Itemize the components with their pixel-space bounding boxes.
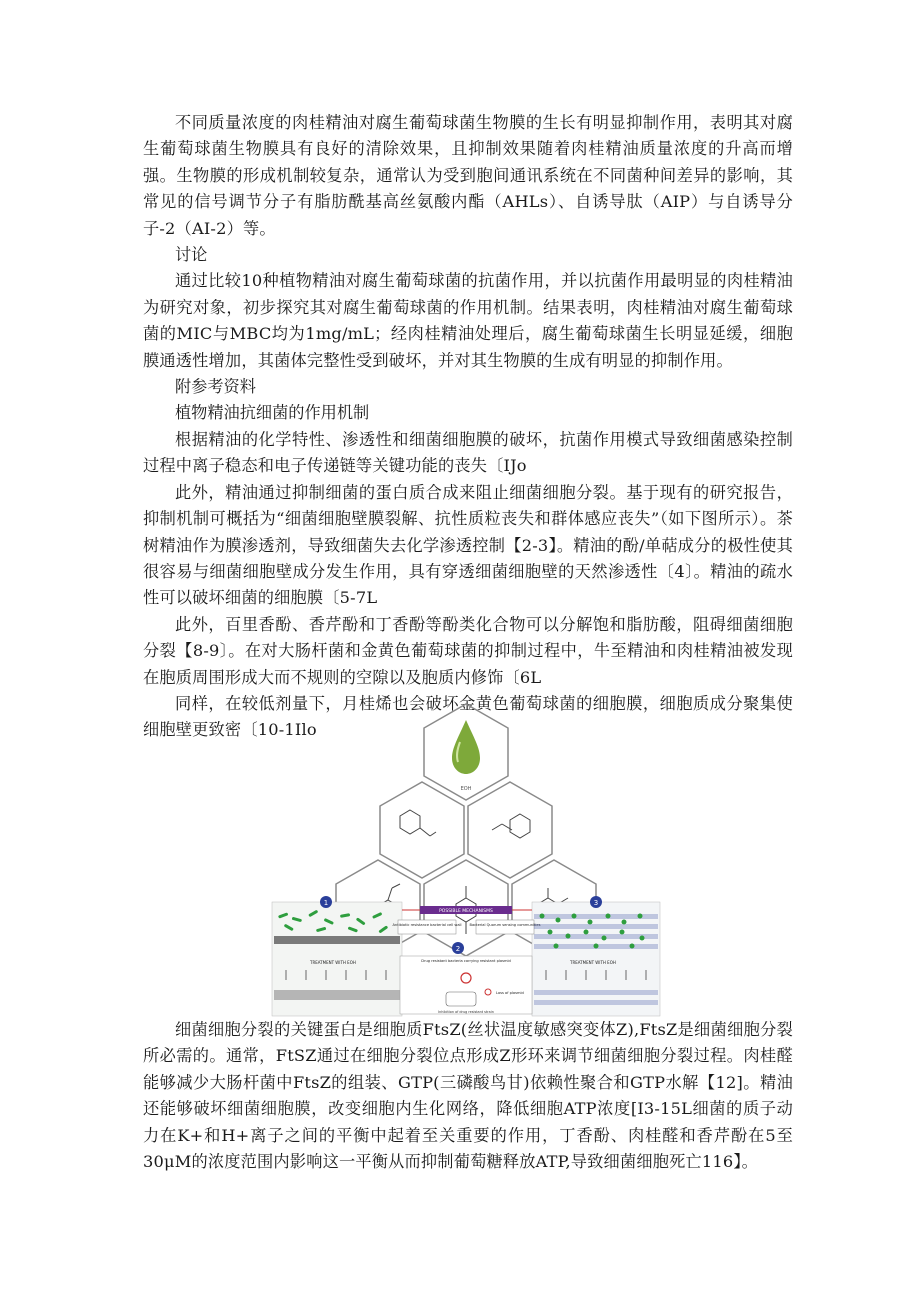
svg-text:Loss of plasmid: Loss of plasmid <box>496 991 524 995</box>
svg-text:2: 2 <box>455 945 461 953</box>
paragraph: 此外，百里香酚、香芹酚和丁香酚等酚类化合物可以分解饱和脂肪酸，阻碍细菌细胞分裂【8-9〕。在对大肠杆菌和金黄色葡萄球菌的抑制过程中，牛至精油和肉桂精油被发现在胞质周围形成大而不规则的空隙以及胞质内修饰〔6L <box>143 614 793 687</box>
svg-text:Antibiotic resistance bacteria: Antibiotic resistance bacterial cell wall <box>392 923 462 927</box>
svg-text:1: 1 <box>323 899 329 907</box>
paragraph: 根据精油的化学特性、渗透性和细菌细胞膜的破坏，抗菌作用模式导致细菌感染控制过程中离子稳态和电子传递链等关键功能的丧失〔IJo <box>143 429 793 476</box>
paragraph: 此外，精油通过抑制细菌的蛋白质合成来阻止细菌细胞分裂。基于现有的研究报告，抑制机制可概括为“细菌细胞壁膜裂解、抗性质粒丧失和群体感应丧失”（如下图所示）。茶树精油作为膜渗透剂，导致细菌失去化学渗透控制【2-3】。精油的酚/单萜成分的极性使其很容易与细菌细胞壁成分发生作用，具有穿透细菌细胞壁的天然渗透性〔4〕。精油的疏水性可以破坏细菌的细胞膜〔5-7L <box>143 482 793 608</box>
paragraph: 细菌细胞分裂的关键蛋白是细胞质FtsZ(丝状温度敏感突变体Z),FtsZ是细菌细胞分裂所必需的。通常，FtSZ通过在细胞分裂位点形成Z形环来调节细菌细胞分裂过程。肉桂醛能够减少大肠杆菌中FtsZ的组装、GTP(三磷酸鸟甘)依赖性聚合和GTP水解【12]。精油还能够破坏细菌细胞膜，改变细胞内生化网络，降低细胞ATP浓度[I3-15L细菌的质子动力在K+和H+离子之间的平衡中起着至关重要的作用，丁香酚、肉桂醛和香芹酚在5至30μM的浓度范围内影响这一平衡从而抑制葡萄糖释放ATP,导致细菌细胞死亡116】。 <box>143 1020 793 1172</box>
body-text-top <box>143 110 793 744</box>
svg-text:TREATMENT WITH EOH: TREATMENT WITH EOH <box>310 960 356 965</box>
paragraph: 同样，在较低剂量下，月桂烯也会破坏金黄色葡萄球菌的细胞膜，细胞质成分聚集使细胞壁更致密〔10-1Ilo <box>143 693 793 740</box>
section-heading-references: 附参考资料 <box>175 377 256 397</box>
section-heading-mechanism: 植物精油抗细菌的作用机制 <box>175 403 370 423</box>
paragraph: 不同质量浓度的肉桂精油对腐生葡萄球菌生物膜的生长有明显抑制作用，表明其对腐生葡萄球菌生物膜具有良好的清除效果，且抑制效果随着肉桂精油质量浓度的升高而增强。生物膜的形成机制较复杂，通常认为受到胞间通讯系统在不同菌种间差异的影响，其常见的信号调节分子有脂肪酰基高丝氨酸内酯（AHLs）、自诱导肽（AIP）与自诱导分子-2（AI-2）等。 <box>143 113 793 238</box>
oil-drop-icon <box>452 720 480 774</box>
body-text-bottom <box>143 1017 793 1175</box>
cell-wall-band <box>274 936 400 944</box>
svg-text:Inhibition of drug resistant s: Inhibition of drug resistant strain <box>438 1010 494 1014</box>
mechanism-figure <box>270 702 662 1018</box>
mechanism-diagram <box>270 702 662 1018</box>
eoh-label: EOH <box>460 786 472 792</box>
section-heading-discussion: 讨论 <box>175 245 208 265</box>
svg-text:3: 3 <box>593 899 599 907</box>
svg-text:Bacterial Quorum sensing commu: Bacterial Quorum sensing communities <box>469 923 541 927</box>
svg-text:POSSIBLE MECHANISMS: POSSIBLE MECHANISMS <box>439 909 493 914</box>
svg-text:Drug resistant bacteria carryi: Drug resistant bacteria carrying resistant plasmid <box>421 959 511 963</box>
paragraph: 通过比较10种植物精油对腐生葡萄球菌的抗菌作用，并以抗菌作用最明显的肉桂精油为研究对象，初步探究其对腐生葡萄球菌的作用机制。结果表明，肉桂精油对腐生葡萄球菌的MIC与MBC均为1mg/mL；经肉桂精油处理后，腐生葡萄球菌生长明显延缓，细胞膜通透性增加，其菌体完整性受到破坏，并对其生物膜的生成有明显的抑制作用。 <box>143 271 793 370</box>
svg-text:TREATMENT WITH EOH: TREATMENT WITH EOH <box>570 960 616 965</box>
